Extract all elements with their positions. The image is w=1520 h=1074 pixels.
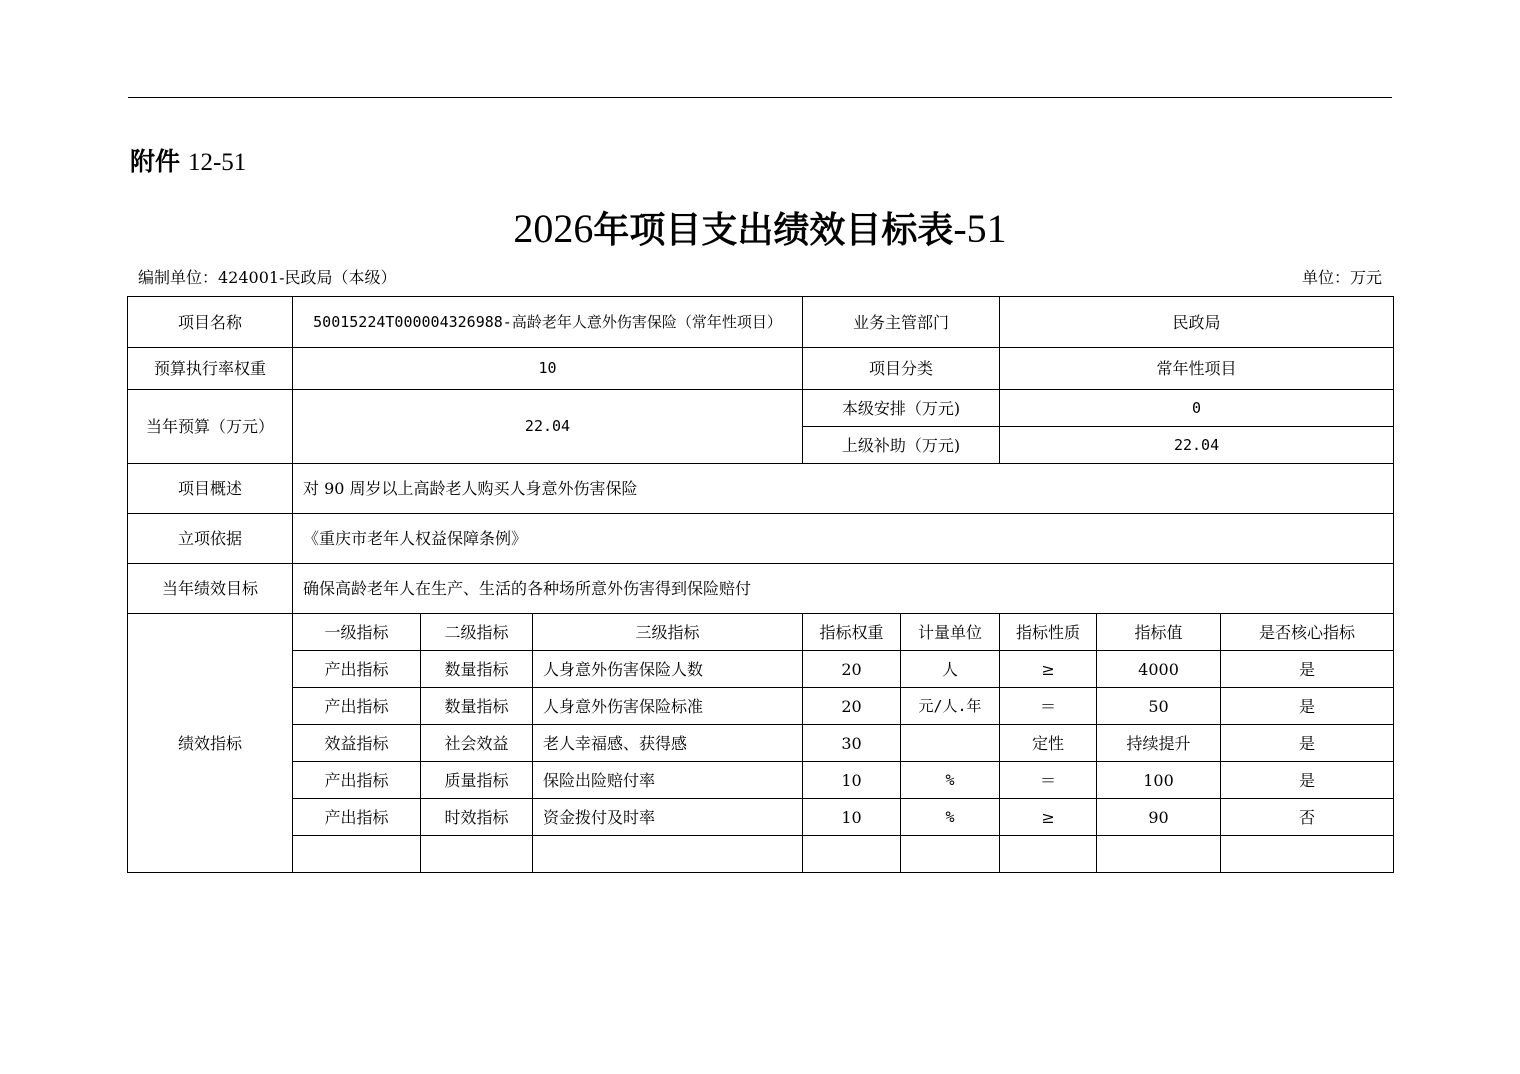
page-title (0, 204, 1520, 256)
indicator-level3: 老人幸福感、获得感 (533, 725, 803, 762)
indicator-unit: 元/人.年 (901, 688, 1000, 725)
indicator-level3: 人身意外伤害保险人数 (533, 651, 803, 688)
indicator-level1: 产出指标 (293, 688, 421, 725)
indicator-core: 是 (1221, 762, 1394, 799)
local-budget-label: 本级安排（万元) (803, 390, 1000, 427)
overview-label: 项目概述 (128, 464, 293, 514)
col-header-nature: 指标性质 (1000, 614, 1097, 651)
indicator-level3: 人身意外伤害保险标准 (533, 688, 803, 725)
indicator-level2: 社会效益 (421, 725, 533, 762)
indicator-unit: % (901, 799, 1000, 836)
col-header-value: 指标值 (1097, 614, 1221, 651)
goal-value: 确保高龄老年人在生产、生活的各种场所意外伤害得到保险赔付 (293, 564, 1394, 614)
upper-budget-value: 22.04 (1000, 427, 1394, 464)
indicators-section-label: 绩效指标 (128, 614, 293, 873)
header-rule (128, 97, 1392, 98)
row-goal (128, 564, 1394, 614)
upper-budget-label: 上级补助（万元) (803, 427, 1000, 464)
project-name-value: 50015224T000004326988-高龄老年人意外伤害保险（常年性项目） (293, 297, 803, 348)
row-project-name (128, 297, 1394, 348)
indicator-level2 (421, 836, 533, 873)
basis-label: 立项依据 (128, 514, 293, 564)
indicator-level1: 产出指标 (293, 762, 421, 799)
indicator-row (128, 688, 1394, 725)
indicator-weight: 20 (803, 651, 901, 688)
goal-label: 当年绩效目标 (128, 564, 293, 614)
attachment-prefix: 附件 (130, 147, 181, 176)
indicator-nature: 定性 (1000, 725, 1097, 762)
compiler-label: 编制单位：424001-民政局（本级） (138, 268, 397, 287)
title-suffix: -51 (953, 206, 1007, 251)
indicator-unit (901, 836, 1000, 873)
indicator-row-empty (128, 836, 1394, 873)
indicator-weight: 10 (803, 762, 901, 799)
indicator-level2: 数量指标 (421, 651, 533, 688)
title-main: 年项目支出绩效目标表 (593, 210, 954, 251)
dept-label: 业务主管部门 (803, 297, 1000, 348)
category-value: 常年性项目 (1000, 348, 1394, 390)
indicator-value: 持续提升 (1097, 725, 1221, 762)
indicator-header-row (128, 614, 1394, 651)
title-year: 2026 (513, 206, 594, 251)
indicator-weight: 30 (803, 725, 901, 762)
col-header-level1: 一级指标 (293, 614, 421, 651)
indicator-nature: ≥ (1000, 799, 1097, 836)
indicator-core: 否 (1221, 799, 1394, 836)
indicator-level1: 产出指标 (293, 651, 421, 688)
indicator-value (1097, 836, 1221, 873)
indicator-value: 4000 (1097, 651, 1221, 688)
col-header-level2: 二级指标 (421, 614, 533, 651)
indicator-level3: 资金拨付及时率 (533, 799, 803, 836)
indicator-unit (901, 725, 1000, 762)
indicator-value: 100 (1097, 762, 1221, 799)
indicator-level3: 保险出险赔付率 (533, 762, 803, 799)
attachment-label (130, 146, 246, 179)
indicator-weight: 10 (803, 799, 901, 836)
indicator-nature (1000, 836, 1097, 873)
indicator-weight: 20 (803, 688, 901, 725)
budget-label: 当年预算（万元） (128, 390, 293, 464)
row-basis (128, 514, 1394, 564)
indicator-weight (803, 836, 901, 873)
indicator-row (128, 799, 1394, 836)
col-header-level3: 三级指标 (533, 614, 803, 651)
project-name-label: 项目名称 (128, 297, 293, 348)
attachment-number: 12-51 (187, 149, 247, 176)
indicator-row (128, 725, 1394, 762)
dept-value: 民政局 (1000, 297, 1394, 348)
indicator-level1 (293, 836, 421, 873)
exec-weight-label: 预算执行率权重 (128, 348, 293, 390)
indicator-unit: 人 (901, 651, 1000, 688)
budget-value: 22.04 (293, 390, 803, 464)
indicator-nature: ＝ (1000, 688, 1097, 725)
indicator-level1: 效益指标 (293, 725, 421, 762)
indicator-row (128, 762, 1394, 799)
performance-table (127, 296, 1394, 873)
indicator-core: 是 (1221, 688, 1394, 725)
indicator-nature: ≥ (1000, 651, 1097, 688)
indicator-nature: ＝ (1000, 762, 1097, 799)
category-label: 项目分类 (803, 348, 1000, 390)
indicator-value: 50 (1097, 688, 1221, 725)
indicator-level3 (533, 836, 803, 873)
row-exec-weight (128, 348, 1394, 390)
overview-value: 对 90 周岁以上高龄老人购买人身意外伤害保险 (293, 464, 1394, 514)
row-budget-local (128, 390, 1394, 427)
unit-label: 单位：万元 (1301, 268, 1382, 287)
indicator-unit: % (901, 762, 1000, 799)
col-header-core: 是否核心指标 (1221, 614, 1394, 651)
indicator-row (128, 651, 1394, 688)
indicator-level2: 质量指标 (421, 762, 533, 799)
local-budget-value: 0 (1000, 390, 1394, 427)
col-header-weight: 指标权重 (803, 614, 901, 651)
indicator-core: 是 (1221, 651, 1394, 688)
indicator-value: 90 (1097, 799, 1221, 836)
row-overview (128, 464, 1394, 514)
exec-weight-value: 10 (293, 348, 803, 390)
indicator-core (1221, 836, 1394, 873)
indicator-level1: 产出指标 (293, 799, 421, 836)
indicator-level2: 时效指标 (421, 799, 533, 836)
basis-value: 《重庆市老年人权益保障条例》 (293, 514, 1394, 564)
col-header-unit: 计量单位 (901, 614, 1000, 651)
indicator-level2: 数量指标 (421, 688, 533, 725)
indicator-core: 是 (1221, 725, 1394, 762)
